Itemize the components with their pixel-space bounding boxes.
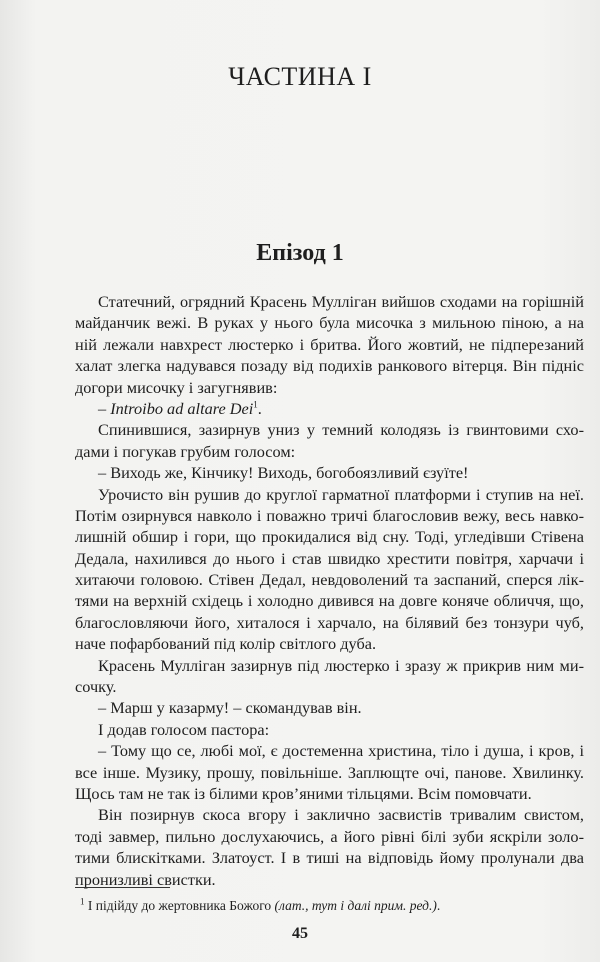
footnote-text: І підійду до жертовника Божого (84, 898, 275, 913)
text-line: сочку. (75, 677, 117, 697)
footnote-ref[interactable]: 1 (253, 399, 258, 410)
footnote (80, 898, 440, 914)
text-line: тими блискітками. Златоуст. І в тиші на відповідь йому пролунали два (75, 848, 584, 868)
part-title: ЧАСТИНА I (228, 62, 372, 91)
footnote-mark: 1 (80, 896, 85, 907)
text-line: Щось там не так із білими кров’яними тільцями. Всім помовчати. (75, 783, 532, 803)
page-number: 45 (292, 925, 308, 942)
latin-quote-line (75, 398, 584, 419)
footnote-divider (75, 887, 170, 888)
text-line: догори мисочку і загугнявив: (75, 377, 278, 397)
text-line: тями на верхній східець і холодно дивився на довге коняче обличчя, що, (75, 591, 584, 611)
text-line: лишній обшир і гори, що прокидалися від сну. Тоді, угледівши Стівена (75, 527, 584, 547)
text-line: Дедала, нахилився до нього і став швидко хрестити повітря, харчачи і (75, 548, 584, 568)
text-line: Урочисто він рушив до круглої гарматної платформи і ступив на неї. (98, 484, 584, 504)
text-line: все інше. Музику, прошу, повільніше. Заплющте очі, панове. Хвилинку. (75, 762, 584, 782)
footnote-note: (лат., тут і далі прим. ред.) (274, 898, 437, 913)
text-line: благословляючи його, хиталося і харчало, на білявий без тонзури чуб, (75, 612, 584, 632)
text-line: Красень Мулліган зазирнув під люстерко і зразу ж прикрив ним ми- (98, 655, 584, 675)
body-text (75, 291, 584, 890)
text-line: дами і погукав грубим голосом: (75, 441, 296, 461)
episode-title: Епізод 1 (256, 240, 344, 266)
text-line: І додав голосом пастора: (98, 719, 270, 739)
text-line: – Тому що се, любі мої, є достеменна христина, тіло і душа, і кров, і (98, 741, 584, 761)
text-line: – Марш у казарму! – скомандував він. (98, 698, 362, 718)
text-line: ній лежали навхрест люстерко і бритва. Його жовтий, не підперезаний (75, 334, 584, 354)
period: . (436, 898, 441, 913)
text-line: Статечний, огрядний Красень Мулліган вийшов сходами на горішній (98, 292, 584, 311)
text-line: майданчик вежі. В руках у нього була мисочка з мильною піною, а на (75, 313, 584, 333)
text-line: халат злегка надувався позаду від подихів ранкового вітерця. Він підніс (75, 356, 584, 376)
text-line: Потім озирнувся навколо і поважно тричі благословив вежу, весь навко- (75, 505, 584, 525)
text-line: тоді завмер, пильно дослухаючись, а його рівні білі зуби яскріли золо- (75, 826, 584, 846)
text-line: пронизливі свистки. (75, 869, 216, 889)
dash: – (98, 398, 107, 418)
text-line: наче пофарбований під колір світлого дуба. (75, 634, 377, 654)
text-line: хитаючи головою. Стівен Дедал, невдоволений та заспаний, сперся лік- (75, 570, 584, 590)
text-line: – Виходь же, Кінчику! Виходь, богобоязливий єзуїте! (98, 463, 469, 483)
text-line: Спинившися, зазирнув униз у темний колодязь із гвинтовими схо- (98, 420, 584, 440)
period: . (257, 398, 262, 418)
latin-quote: Introibo ad altare Dei (110, 398, 254, 418)
text-line: Він позирнув скоса вгору і заклично засвистів тривалим свистом, (98, 805, 584, 825)
